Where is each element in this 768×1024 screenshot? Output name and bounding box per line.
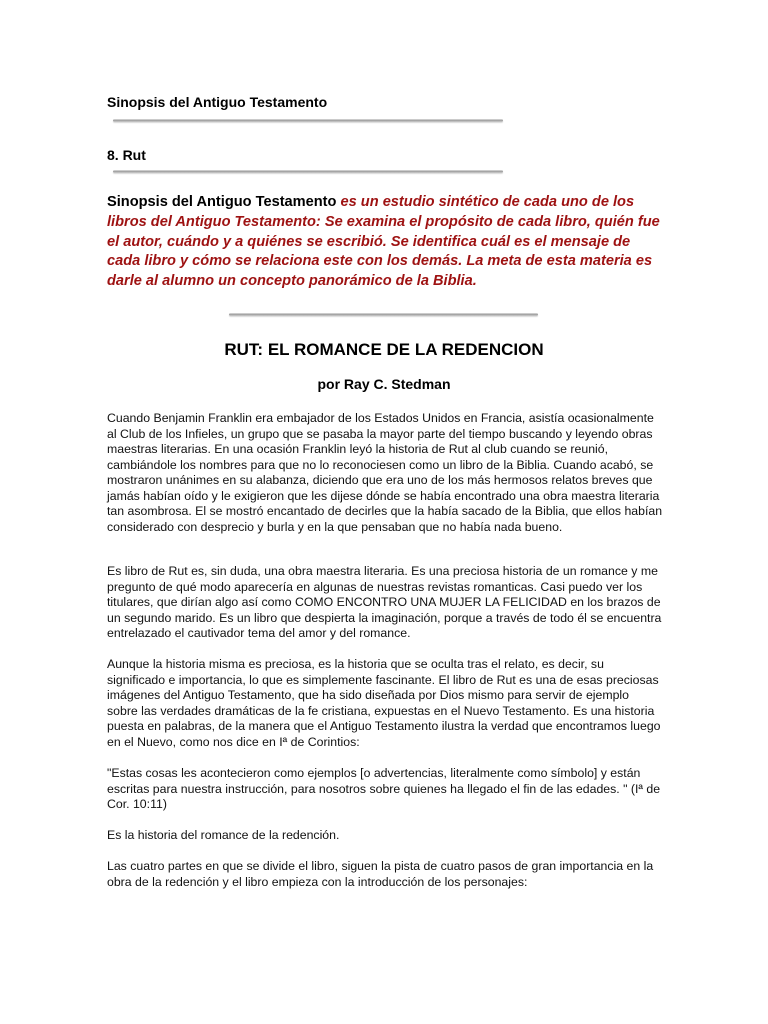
body-paragraph: Cuando Benjamin Franklin era embajador de los Estados Unidos en Francia, asistía ocasionalmente al Club de los Infieles, un grupo que se pasaba la mayor parte del tiempo buscando y leyendo obras maestras literarias. En una ocasión Franklin leyó la historia de Rut al club cuando se reunió, cambiándole los nombres para que no lo reconociesen como un libro de la Biblia. Cuando acabó, se mostraron unánimes en su alabanza, diciendo que era uno de los más hermosos relatos breves que jamás habían oído y le exigieron que les dijese dónde se había encontrado una obra maestra literaria tan asombrosa. El se mostró encantado de decirles que la había sacado de la Biblia, que ellos habían considerado con desprecio y burla y en la que pensaban que no había nada bueno.: [107, 411, 663, 534]
body-quote: "Estas cosas les acontecieron como ejemplos [o advertencias, literalmente como símbolo] y están escritas para nuestra instrucción, para nosotros sobre quienes ha llegado el fin de las edades. " (Iª de Cor. 10:11): [107, 766, 661, 811]
article-byline: por Ray C. Stedman: [317, 376, 451, 392]
intro-paragraph: [107, 193, 667, 292]
divider-rule: [229, 313, 538, 316]
body-paragraph: Aunque la historia misma es preciosa, es la historia que se oculta tras el relato, es decir, su significado e importancia, lo que es simplemente fascinante. El libro de Rut es una de esas preciosas imágenes del Antiguo Testamento, que ha sido diseñada por Dios mismo para servir de ejemplo sobre las verdades dramáticas de la fe cristiana, expuestas en el Nuevo Testamento. Es una historia puesta en palabras, de la manera que el Antiguo Testamento ilustra la verdad que encontramos luego en el Nuevo, como nos dice en Iª de Corintios:: [107, 657, 661, 749]
body-paragraph: Es la historia del romance de la redención.: [107, 828, 340, 842]
body-paragraph: Es libro de Rut es, sin duda, una obra maestra literaria. Es una preciosa historia de un romance y me pregunto de qué modo aparecería en algunas de nuestras revistas romanticas. Casi puedo ver los titulares, que dirían algo así como COMO ENCONTRO UNA MUJER LA FELICIDAD en los brazos de un segundo marido. Es un libro que despierta la imaginación, porque a través de todo él se encuentra entrelazado el cautivador tema del amor y del romance.: [107, 564, 662, 640]
divider-rule: [113, 170, 503, 173]
divider-rule: [113, 119, 503, 122]
body-paragraph: Las cuatro partes en que se divide el libro, siguen la pista de cuatro pasos de gran importancia en la obra de la redención y el libro empieza con la introducción de los personajes:: [107, 859, 654, 889]
article-title: RUT: EL ROMANCE DE LA REDENCION: [224, 340, 544, 359]
intro-description: es un estudio sintético de cada uno de los libros del Antiguo Testamento: Se examina el propósito de cada libro, quién fue el autor, cuándo y a quiénes se escribió. Se identifica cuál es el mensaje de cada libro y cómo se relaciona este con los demás. La meta de esta materia es darle al alumno un concepto panorámico de la Biblia.: [107, 194, 660, 290]
intro-lead: Sinopsis del Antiguo Testamento: [107, 194, 337, 210]
chapter-title: 8. Rut: [107, 147, 146, 163]
series-title: Sinopsis del Antiguo Testamento: [107, 94, 328, 110]
